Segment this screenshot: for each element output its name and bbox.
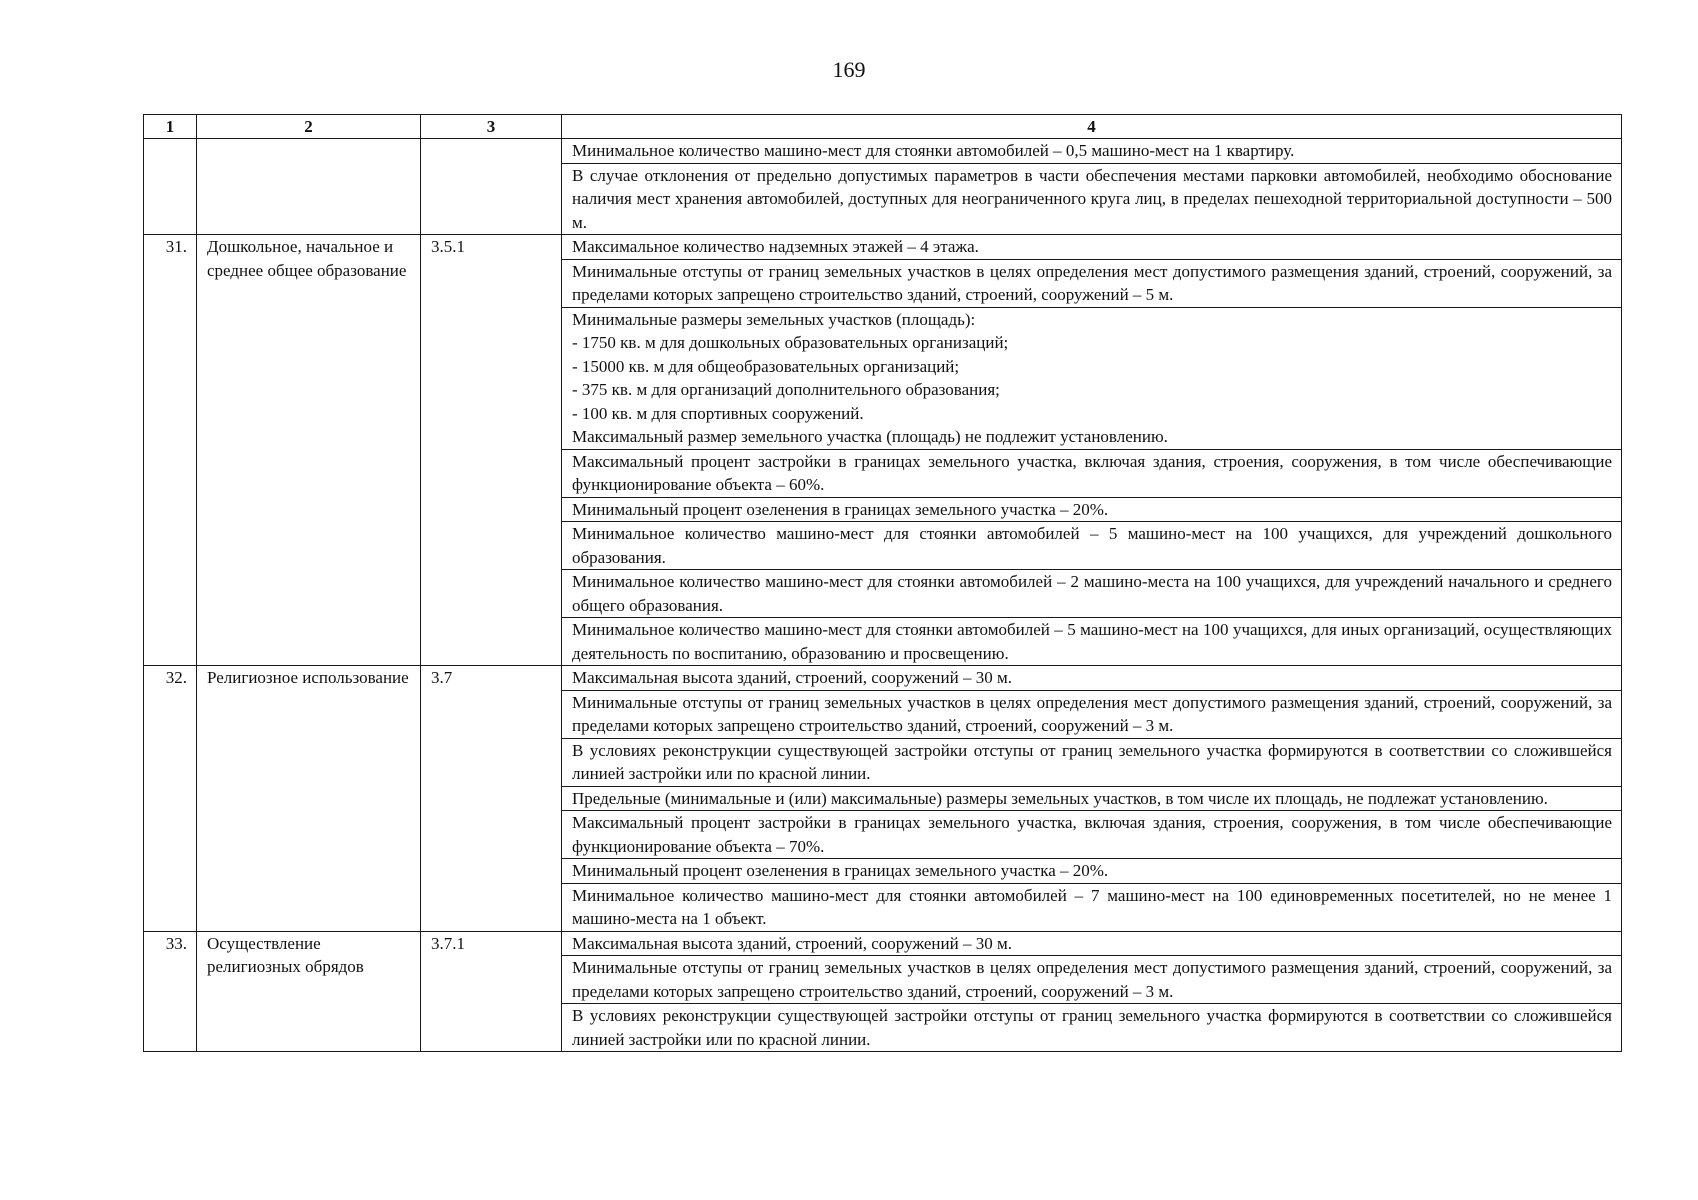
land-use-code: 3.7.1 [421, 931, 562, 1052]
requirement-text: Минимальные отступы от границ земельных участков в целях определения мест допустимого размещения зданий, строений, сооружений, за пределами которых запрещено строительство зданий, строений, сооружений – 3 м. [572, 958, 1612, 1001]
table-row [144, 139, 1622, 164]
row-number: 31. [144, 235, 197, 666]
requirement-text: - 1750 кв. м для дошкольных образовательных организаций; [572, 333, 1009, 352]
table-row [144, 931, 1622, 956]
requirement-cell [562, 449, 1622, 497]
land-use-type: Религиозное использование [197, 666, 421, 932]
requirement-text: Минимальный процент озеленения в границах земельного участка – 20%. [572, 499, 1109, 519]
requirement-text: Минимальное количество машино-мест для стоянки автомобилей – 5 машино-мест на 100 учащихся, для учреждений дошкольного образования. [572, 524, 1612, 567]
requirement-cell [562, 786, 1622, 811]
requirement-text: - 100 кв. м для спортивных сооружений. [572, 403, 864, 423]
requirement-cell [562, 956, 1622, 1004]
requirement-cell [562, 690, 1622, 738]
requirement-cell [562, 1004, 1622, 1052]
requirement-text: В случае отклонения от предельно допустимых параметров в части обеспечения местами парковки автомобилей, необходимо обоснование наличия мест хранения автомобилей, доступных для неограниченного круга лиц, в пределах пешеходной территориальной доступности – 500 м. [572, 165, 1612, 232]
requirement-text: Предельные (минимальные и (или) максимальные) размеры земельных участков, в том числе их площадь, не подлежат установлению. [572, 788, 1548, 808]
regulations-table [143, 114, 1622, 1052]
land-use-type: Дошкольное, начальное и среднее общее образование [197, 235, 421, 666]
requirement-text: Минимальный процент озеленения в границах земельного участка – 20%. [572, 861, 1109, 880]
requirement-text: - 15000 кв. м для общеобразовательных организаций; [572, 356, 960, 376]
land-use-code: 3.7 [421, 666, 562, 932]
requirement-text: Минимальные отступы от границ земельных участков в целях определения мест допустимого размещения зданий, строений, сооружений, за пределами которых запрещено строительство зданий, строений, сооружений – 5 м. [572, 261, 1612, 304]
requirement-cell [562, 811, 1622, 859]
requirement-cell [562, 618, 1622, 666]
land-use-type [197, 139, 421, 235]
requirement-cell [562, 235, 1622, 260]
requirement-cell [562, 307, 1622, 449]
requirement-cell [562, 883, 1622, 931]
row-number: 33. [144, 931, 197, 1052]
requirement-text: - 375 кв. м для организаций дополнительного образования; [572, 380, 1000, 399]
column-header: 3 [421, 115, 562, 139]
requirement-cell [562, 931, 1622, 956]
requirement-text: Максимальная высота зданий, строений, сооружений – 30 м. [572, 933, 1012, 953]
requirement-text: Максимальный процент застройки в границах земельного участка, включая здания, строения, сооружения, в том числе обеспечивающие функционирование объекта – 60%. [572, 451, 1612, 494]
requirement-text: Минимальное количество машино-мест для стоянки автомобилей – 5 машино-мест на 100 учащихся, для иных организаций, осуществляющих деятельность по воспитанию, образованию и просвещению. [572, 620, 1612, 663]
row-number [144, 139, 197, 235]
requirement-cell [562, 666, 1622, 691]
table-row [144, 235, 1622, 260]
requirement-text: Максимальный размер земельного участка (площадь) не подлежит установлению. [572, 427, 1168, 446]
land-use-code [421, 139, 562, 235]
requirement-cell [562, 497, 1622, 522]
requirement-cell [562, 139, 1622, 164]
table-header-row [144, 115, 1622, 139]
requirement-text: Максимальное количество надземных этажей – 4 этажа. [572, 237, 979, 256]
row-number: 32. [144, 666, 197, 932]
table-row [144, 666, 1622, 691]
requirement-text: Минимальное количество машино-мест для стоянки автомобилей – 0,5 машино-мест на 1 квартиру. [572, 141, 1295, 160]
requirement-text: Минимальное количество машино-мест для стоянки автомобилей – 7 машино-мест на 100 единовременных посетителей, но не менее 1 машино-места на 1 объект. [572, 885, 1612, 928]
land-use-type: Осуществление религиозных обрядов [197, 931, 421, 1052]
table-body [144, 139, 1622, 1052]
column-header: 1 [144, 115, 197, 139]
requirement-cell [562, 859, 1622, 884]
requirement-text: Минимальные отступы от границ земельных участков в целях определения мест допустимого размещения зданий, строений, сооружений, за пределами которых запрещено строительство зданий, строений, сооружений – 3 м. [572, 692, 1612, 735]
requirement-text: Минимальное количество машино-мест для стоянки автомобилей – 2 машино-места на 100 учащихся, для учреждений начального и среднего общего образования. [572, 572, 1612, 615]
requirement-text: Минимальные размеры земельных участков (площадь): [572, 309, 976, 329]
requirement-cell [562, 522, 1622, 570]
requirement-text: Максимальный процент застройки в границах земельного участка, включая здания, строения, сооружения, в том числе обеспечивающие функционирование объекта – 70%. [572, 813, 1612, 856]
requirement-text: Максимальная высота зданий, строений, сооружений – 30 м. [572, 668, 1012, 687]
requirement-text: В условиях реконструкции существующей застройки отступы от границ земельного участка формируются в соответствии со сложившейся линией застройки или по красной линии. [572, 1006, 1612, 1049]
land-use-code: 3.5.1 [421, 235, 562, 666]
requirement-cell [562, 163, 1622, 235]
column-header: 2 [197, 115, 421, 139]
requirement-cell [562, 570, 1622, 618]
column-header: 4 [562, 115, 1622, 139]
requirement-cell [562, 259, 1622, 307]
requirement-cell [562, 738, 1622, 786]
page-number: 169 [832, 57, 866, 82]
requirement-text: В условиях реконструкции существующей застройки отступы от границ земельного участка формируются в соответствии со сложившейся линией застройки или по красной линии. [572, 740, 1612, 783]
